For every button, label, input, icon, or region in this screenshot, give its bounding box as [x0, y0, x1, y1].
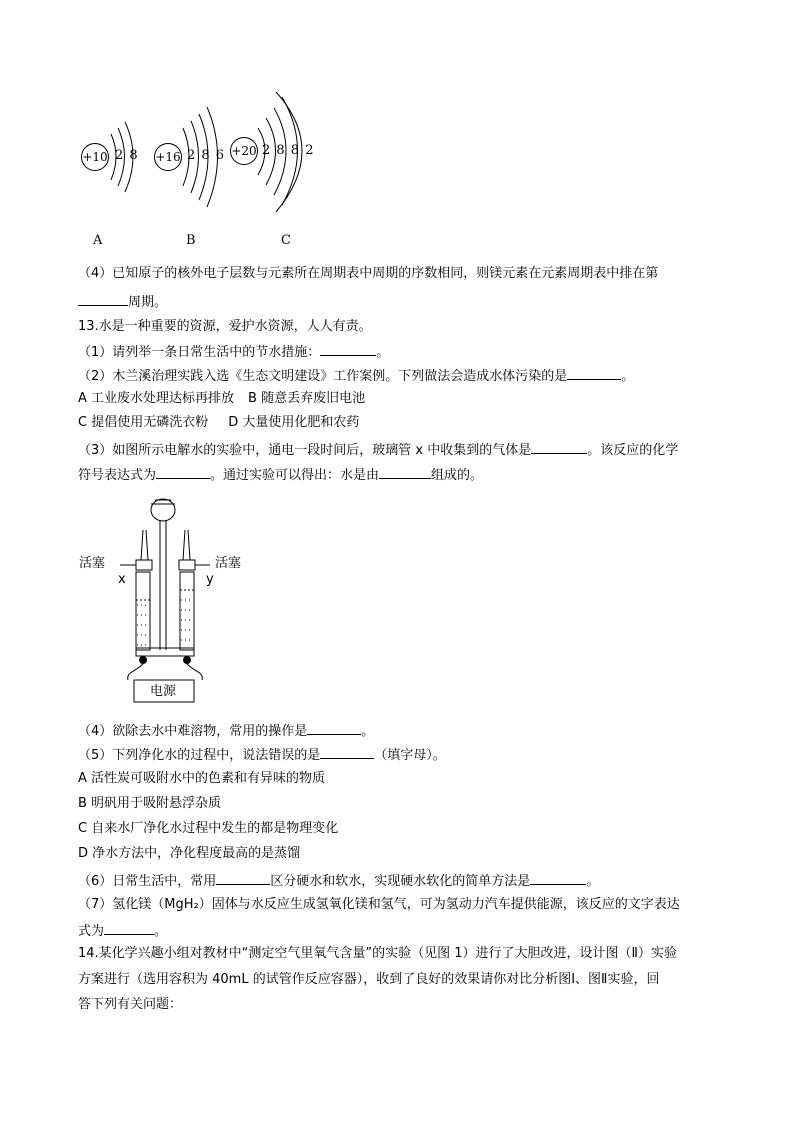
q13-3-text-b: 。该反应的化学: [587, 443, 679, 458]
q13-7-end: 。: [154, 924, 168, 939]
answer-blank[interactable]: [320, 342, 376, 356]
tube-label-x: x: [118, 572, 126, 587]
q13-5-end: （填字母）。: [374, 748, 446, 763]
q14-line3: 答下列有关问题：: [78, 997, 183, 1012]
q13-6-text-a: （6）日常生活中，常用: [78, 874, 217, 889]
stopcock-label-right: 活塞: [215, 556, 242, 571]
q13-3-line1: [78, 440, 678, 460]
answer-blank[interactable]: [78, 292, 128, 306]
q13-2: [78, 366, 634, 386]
answer-blank[interactable]: [379, 465, 431, 479]
q13-1-text: （1）请列举一条日常生活中的节水措施：: [78, 345, 321, 360]
q13-7-line1: （7）氢化镁（MgH₂）固体与水反应生成氢氧化镁和氢气，可为氢动力汽车提供能源，该反应的文字表达: [78, 897, 680, 912]
nucleus-b: +16: [154, 143, 182, 171]
q14-line2: 方案进行（选用容积为 40mL 的试管作反应容器），收到了良好的效果请你对比分析图Ⅰ、图Ⅱ实验，回: [78, 972, 660, 987]
q13-6-end: 。: [586, 874, 600, 889]
q13-5-option-b: B 明矾用于吸附悬浮杂质: [78, 796, 222, 811]
q13-5-option-a: A 活性炭可吸附水中的色素和有异味的物质: [78, 771, 326, 786]
power-source-label: 电源: [150, 684, 177, 699]
q13-4-text: （4）欲除去水中难溶物，常用的操作是: [78, 724, 308, 739]
q13-2-end: 。: [621, 369, 635, 384]
answer-blank[interactable]: [531, 440, 587, 454]
q13-7-text-b: 式为: [78, 924, 105, 939]
tube-label-y: y: [206, 572, 214, 587]
q13-6-text-b: 区分硬水和软水，实现硬水软化的简单方法是: [270, 874, 531, 889]
answer-blank[interactable]: [104, 921, 154, 935]
q13-2-text: （2）木兰溪治理实践入选《生态文明建设》工作案例。下列做法会造成水体污染的是: [78, 369, 568, 384]
atom-label-b: B: [186, 233, 196, 248]
q13-5: [78, 745, 446, 765]
q13-3-text-c: 符号表达式为: [78, 468, 157, 483]
q13-4: [78, 721, 374, 741]
electrolysis-apparatus: [0, 0, 1, 1]
q13-7-line2: [78, 921, 167, 941]
q12-4-text-a: （4）已知原子的核外电子层数与元素所在周期表中周期的序数相同，则镁元素在元素周期表中排在第: [78, 266, 659, 281]
answer-blank[interactable]: [307, 721, 361, 735]
q14-line1: 14.某化学兴趣小组对教材中“测定空气里氧气含量”的实验（见图 1）进行了大胆改进，设计图（Ⅱ）实验: [78, 946, 677, 961]
q13-2-options-row2: [78, 414, 359, 432]
shell-electrons-b: 2 8 6: [187, 148, 226, 163]
answer-blank[interactable]: [530, 871, 586, 885]
q12-4-text-b: 周期。: [128, 295, 168, 310]
q13-1-end: 。: [376, 345, 390, 360]
answer-blank[interactable]: [567, 366, 621, 380]
option-a: A 工业废水处理达标再排放: [78, 391, 235, 406]
q12-4-line1: [78, 265, 658, 283]
shell-electrons-c: 2 8 8 2: [262, 143, 315, 158]
q13-2-options-row1: [78, 390, 365, 408]
q13-3-line2: [78, 465, 483, 485]
nucleus-a: +10: [81, 143, 109, 171]
q13-3-text-e: 组成的。: [431, 468, 484, 483]
stopcock-label-left: 活塞: [79, 556, 106, 571]
nucleus-c: +20: [230, 137, 258, 165]
q13-title: 13.水是一种重要的资源，爱护水资源，人人有责。: [78, 319, 372, 334]
q13-5-text: （5）下列净化水的过程中，说法错误的是: [78, 748, 321, 763]
q12-4-line2: [78, 292, 167, 312]
option-c: C 提倡使用无磷洗衣粉: [78, 415, 209, 430]
q13-3-text-a: （3）如图所示电解水的实验中，通电一段时间后，玻璃管 x 中收集到的气体是: [78, 443, 532, 458]
answer-blank[interactable]: [156, 465, 210, 479]
q13-5-option-d: D 净水方法中，净化程度最高的是蒸馏: [78, 846, 301, 861]
q13-3-text-d: 。通过实验可以得出：水是由: [210, 468, 380, 483]
option-d: D 大量使用化肥和农药: [228, 415, 360, 430]
q13-1: [78, 342, 389, 362]
q13-5-option-c: C 自来水厂净化水过程中发生的都是物理变化: [78, 821, 339, 836]
option-b: B 随意丢弃废旧电池: [248, 391, 366, 406]
atom-label-a: A: [93, 233, 103, 248]
answer-blank[interactable]: [216, 871, 270, 885]
answer-blank[interactable]: [320, 745, 374, 759]
q13-4-end: 。: [361, 724, 375, 739]
q13-6: [78, 871, 599, 891]
shell-electrons-a: 2 8: [115, 148, 139, 163]
atom-label-c: C: [281, 233, 291, 248]
